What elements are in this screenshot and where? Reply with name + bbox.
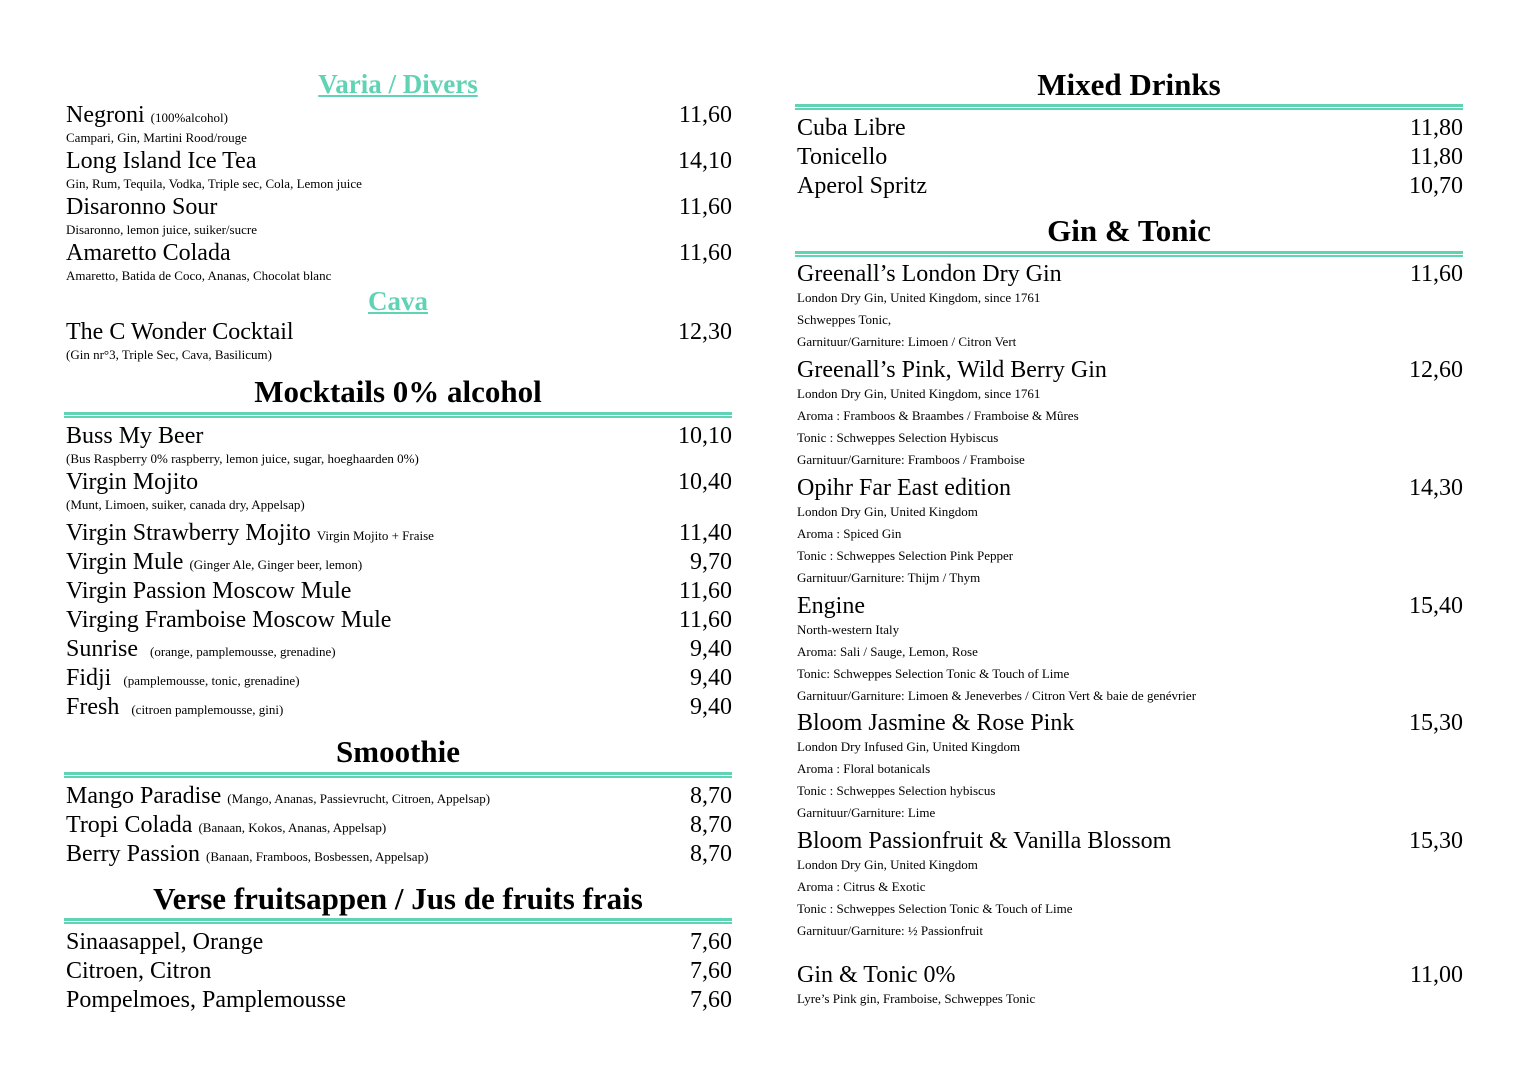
menu-item <box>66 147 732 175</box>
item-description: Amaretto, Batida de Coco, Ananas, Chocolat blanc <box>66 268 332 283</box>
item-price: 8,70 <box>690 812 732 838</box>
item-detail: London Dry Gin, United Kingdom, since 1761 <box>797 386 1041 401</box>
item-detail: Tonic : Schweppes Selection hybiscus <box>797 783 996 798</box>
item-price: 12,30 <box>678 319 732 345</box>
item-price: 9,40 <box>690 694 732 720</box>
item-price: 11,60 <box>678 607 732 633</box>
item-price: 11,80 <box>1409 115 1463 141</box>
item-detail: Schweppes Tonic, <box>797 312 892 327</box>
item-detail: Lyre’s Pink gin, Framboise, Schweppes Tonic <box>797 991 1036 1006</box>
item-note: (Mango, Ananas, Passievrucht, Citroen, Appelsap) <box>227 791 491 806</box>
item-name: Tonicello <box>797 144 888 170</box>
section-divider <box>795 251 1463 257</box>
item-price: 10,40 <box>678 469 732 495</box>
menu-item <box>66 577 732 605</box>
item-name: Mango Paradise <box>66 783 222 809</box>
item-name: Opihr Far East edition <box>797 475 1011 501</box>
item-detail: Garnituur/Garniture: Limoen & Jeneverbes / Citron Vert & baie de genévrier <box>797 688 1197 703</box>
item-name: Sunrise <box>66 636 138 662</box>
menu-item <box>66 548 732 576</box>
menu-item <box>797 827 1463 855</box>
item-name: Fidji <box>66 665 112 691</box>
item-detail: Aroma: Sali / Sauge, Lemon, Rose <box>797 644 978 659</box>
item-price: 9,40 <box>690 636 732 662</box>
item-note: Virgin Mojito + Fraise <box>316 528 434 543</box>
item-price: 11,60 <box>678 102 732 128</box>
item-note: (orange, pamplemousse, grenadine) <box>150 644 336 659</box>
item-name: Citroen, Citron <box>66 958 212 984</box>
item-price: 11,60 <box>678 578 732 604</box>
item-detail: Aroma : Citrus & Exotic <box>797 879 926 894</box>
item-name: Long Island Ice Tea <box>66 148 257 174</box>
menu-item <box>66 664 732 692</box>
item-description: Campari, Gin, Martini Rood/rouge <box>66 130 247 145</box>
menu-item <box>797 172 1463 200</box>
item-detail: London Dry Gin, United Kingdom <box>797 857 978 872</box>
item-price: 7,60 <box>690 958 732 984</box>
menu-item <box>66 840 732 868</box>
item-price: 11,40 <box>678 520 732 546</box>
section-divider <box>64 412 732 418</box>
section-divider <box>795 104 1463 110</box>
item-name: Bloom Passionfruit & Vanilla Blossom <box>797 828 1172 854</box>
menu-item <box>797 709 1463 737</box>
item-price: 15,30 <box>1409 828 1463 854</box>
menu-item <box>797 114 1463 142</box>
item-name: Berry Passion <box>66 841 200 867</box>
section-divider <box>64 772 732 778</box>
item-name: Virgin Mule <box>66 549 184 575</box>
item-price: 8,70 <box>690 841 732 867</box>
item-price: 11,00 <box>1409 962 1463 988</box>
item-detail: Aroma : Floral botanicals <box>797 761 931 776</box>
section-divider <box>64 918 732 924</box>
item-name: Negroni <box>66 102 145 128</box>
item-price: 15,30 <box>1409 710 1463 736</box>
item-name: Virgin Strawberry Mojito <box>66 520 311 546</box>
item-detail: London Dry Gin, United Kingdom <box>797 504 978 519</box>
item-price: 11,60 <box>1409 261 1463 287</box>
item-price: 9,40 <box>690 665 732 691</box>
item-description: Disaronno, lemon juice, suiker/sucre <box>66 222 257 237</box>
item-name: Greenall’s Pink, Wild Berry Gin <box>797 357 1107 383</box>
menu-item <box>797 474 1463 502</box>
item-name: Buss My Beer <box>66 423 204 449</box>
item-detail: Garnituur/Garniture: Lime <box>797 805 936 820</box>
menu-item <box>66 318 732 346</box>
menu-item <box>66 782 732 810</box>
item-name: Sinaasappel, Orange <box>66 929 264 955</box>
item-price: 11,80 <box>1409 144 1463 170</box>
menu-item <box>66 101 732 129</box>
cava-title: Cava <box>368 286 428 316</box>
menu-item <box>797 143 1463 171</box>
item-detail: Garnituur/Garniture: Limoen / Citron Vert <box>797 334 1017 349</box>
item-detail: Tonic : Schweppes Selection Tonic & Touch of Lime <box>797 901 1073 916</box>
item-name: Greenall’s London Dry Gin <box>797 261 1062 287</box>
item-detail: London Dry Infused Gin, United Kingdom <box>797 739 1021 754</box>
item-price: 10,70 <box>1409 173 1463 199</box>
item-detail: London Dry Gin, United Kingdom, since 1761 <box>797 290 1041 305</box>
item-name: Pompelmoes, Pamplemousse <box>66 987 346 1013</box>
item-description: (Munt, Limoen, suiker, canada dry, Appelsap) <box>66 497 305 512</box>
item-detail: Tonic: Schweppes Selection Tonic & Touch of Lime <box>797 666 1070 681</box>
item-description: Gin, Rum, Tequila, Vodka, Triple sec, Cola, Lemon juice <box>66 176 362 191</box>
menu-item <box>66 811 732 839</box>
item-price: 14,30 <box>1409 475 1463 501</box>
menu-item <box>66 606 732 634</box>
item-price: 9,70 <box>690 549 732 575</box>
item-name: Amaretto Colada <box>66 240 231 266</box>
item-price: 12,60 <box>1409 357 1463 383</box>
menu-item <box>66 928 732 956</box>
menu-item <box>66 468 732 496</box>
item-note: (Banaan, Framboos, Bosbessen, Appelsap) <box>206 849 429 864</box>
item-name: Virgin Mojito <box>66 469 199 495</box>
item-name: Virging Framboise Moscow Mule <box>66 607 392 633</box>
item-price: 8,70 <box>690 783 732 809</box>
juices-title: Verse fruitsappen / Jus de fruits frais <box>153 881 643 916</box>
item-note: (Ginger Ale, Ginger beer, lemon) <box>189 557 363 572</box>
menu-item <box>797 356 1463 384</box>
menu-item <box>66 957 732 985</box>
item-name: Engine <box>797 593 865 619</box>
mixed-drinks-title: Mixed Drinks <box>1037 67 1221 102</box>
item-name: Gin & Tonic 0% <box>797 962 956 988</box>
item-note: (100%alcohol) <box>150 110 228 125</box>
item-name: Disaronno Sour <box>66 194 218 220</box>
item-name: Tropi Colada <box>66 812 193 838</box>
item-description: (Bus Raspberry 0% raspberry, lemon juice, sugar, hoeghaarden 0%) <box>66 451 419 466</box>
item-name: Virgin Passion Moscow Mule <box>66 578 352 604</box>
menu-item <box>66 635 732 663</box>
mocktails-title: Mocktails 0% alcohol <box>254 374 542 409</box>
item-price: 14,10 <box>678 148 732 174</box>
item-name: Aperol Spritz <box>797 173 927 199</box>
item-name: Cuba Libre <box>797 115 906 141</box>
item-note: (Banaan, Kokos, Ananas, Appelsap) <box>198 820 387 835</box>
item-price: 10,10 <box>678 423 732 449</box>
item-detail: Garnituur/Garniture: ½ Passionfruit <box>797 923 983 938</box>
item-note: (citroen pamplemousse, gini) <box>131 702 284 717</box>
item-detail: Aroma : Framboos & Braambes / Framboise & Mûres <box>797 408 1079 423</box>
item-detail: Aroma : Spiced Gin <box>797 526 902 541</box>
menu-item <box>66 239 732 267</box>
item-detail: Garnituur/Garniture: Framboos / Framboise <box>797 452 1025 467</box>
item-price: 11,60 <box>678 194 732 220</box>
menu-item <box>66 193 732 221</box>
varia-title: Varia / Divers <box>318 69 478 99</box>
menu-item <box>797 592 1463 620</box>
item-detail: Garnituur/Garniture: Thijm / Thym <box>797 570 981 585</box>
gin-tonic-title: Gin & Tonic <box>1047 213 1211 248</box>
menu-item <box>66 519 732 547</box>
menu-item <box>66 986 732 1014</box>
item-description: (Gin nr°3, Triple Sec, Cava, Basilicum) <box>66 347 272 362</box>
menu-item <box>797 961 1463 989</box>
menu-item <box>66 693 732 721</box>
menu-item <box>66 422 732 450</box>
item-note: (pamplemousse, tonic, grenadine) <box>123 673 300 688</box>
item-name: Bloom Jasmine & Rose Pink <box>797 710 1075 736</box>
item-detail: North-western Italy <box>797 622 900 637</box>
item-name: The C Wonder Cocktail <box>66 319 294 345</box>
item-price: 7,60 <box>690 929 732 955</box>
item-price: 15,40 <box>1409 593 1463 619</box>
item-detail: Tonic : Schweppes Selection Pink Pepper <box>797 548 1014 563</box>
item-detail: Tonic : Schweppes Selection Hybiscus <box>797 430 999 445</box>
menu-item <box>797 260 1463 288</box>
item-name: Fresh <box>66 694 120 720</box>
smoothie-title: Smoothie <box>336 734 460 769</box>
item-price: 7,60 <box>690 987 732 1013</box>
item-price: 11,60 <box>678 240 732 266</box>
